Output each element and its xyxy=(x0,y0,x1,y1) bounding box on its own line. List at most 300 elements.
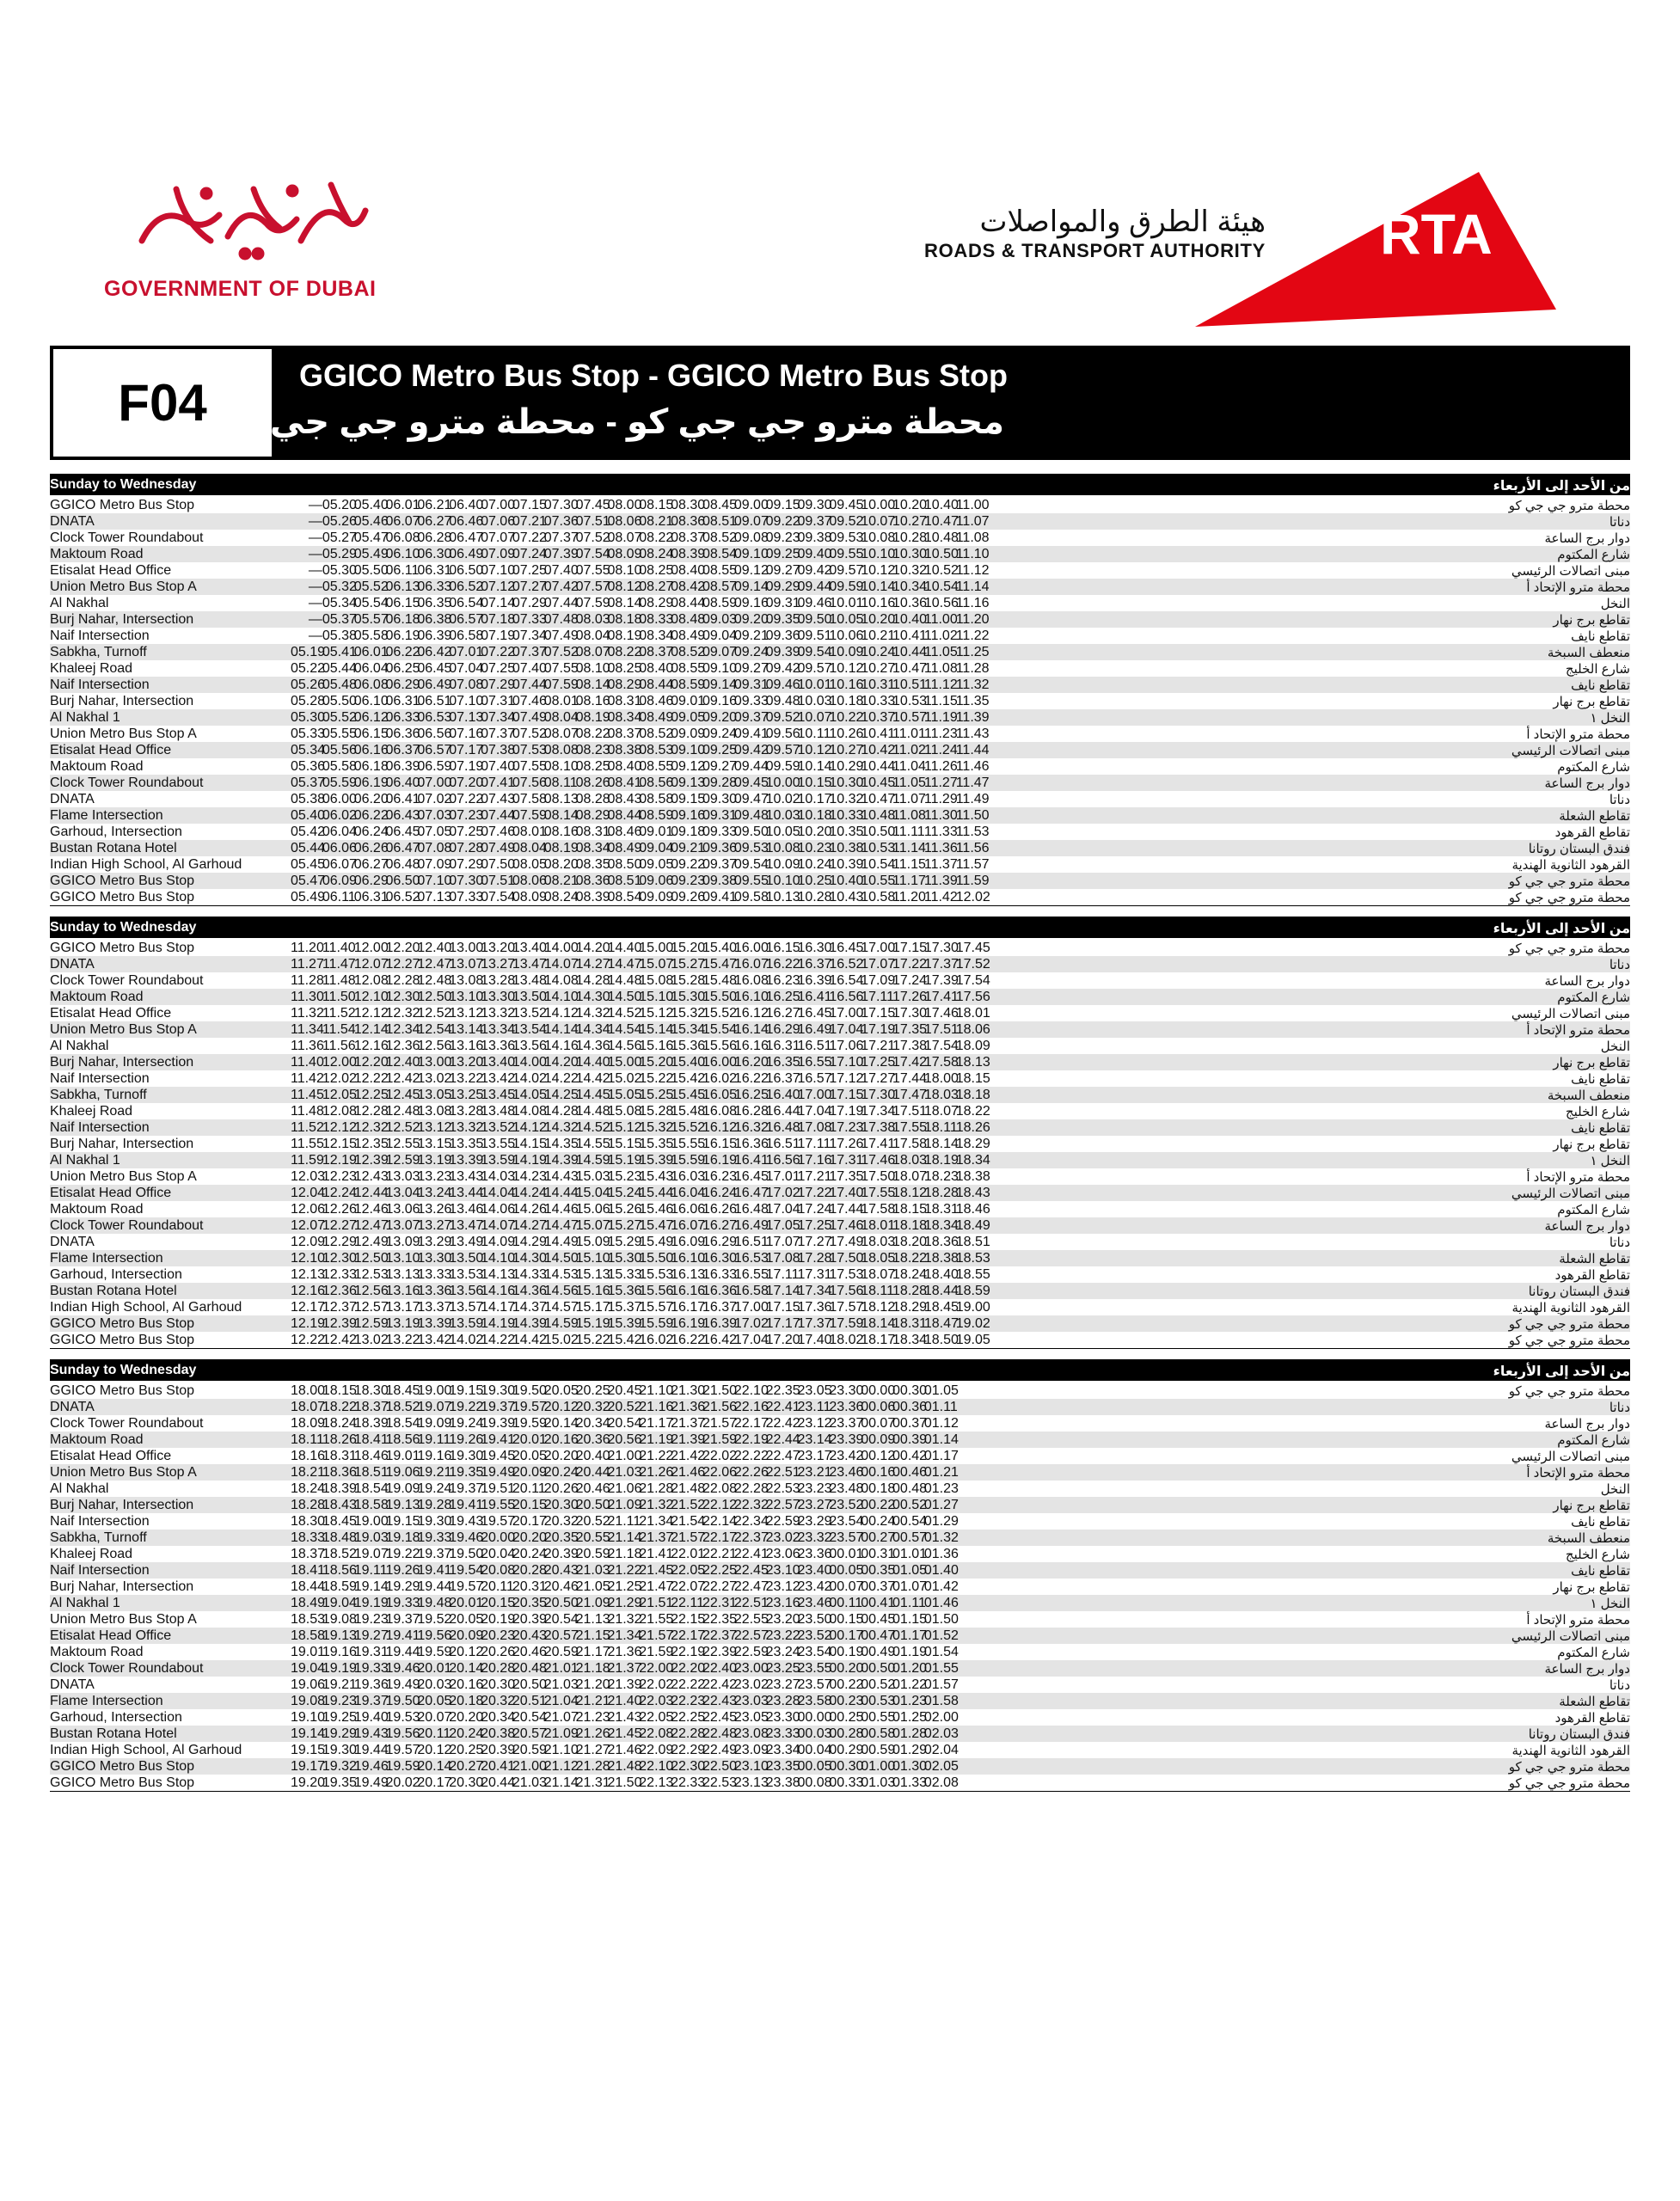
departure-time: 17.10 xyxy=(829,1055,864,1070)
departure-time: 15.46 xyxy=(639,1202,674,1217)
departure-time: 21.50 xyxy=(607,1775,642,1790)
departure-time: 12.16 xyxy=(291,1284,326,1298)
departure-time: 01.50 xyxy=(923,1612,959,1627)
stop-name-english: Naif Intersection xyxy=(50,1514,150,1529)
departure-times xyxy=(291,1498,959,1513)
departure-time: 17.46 xyxy=(861,1153,896,1168)
departure-time: 15.59 xyxy=(639,1316,674,1331)
departure-time: 06.45 xyxy=(385,825,420,839)
table-row xyxy=(50,562,1630,579)
departure-time: 15.59 xyxy=(671,1153,706,1168)
departure-time: 12.59 xyxy=(353,1316,389,1331)
departure-time: 13.00 xyxy=(417,1055,452,1070)
departure-time: 22.21 xyxy=(702,1547,738,1561)
departure-time: 19.07 xyxy=(417,1400,452,1414)
departure-times xyxy=(291,890,988,905)
departure-time: 15.22 xyxy=(639,1071,674,1086)
table-row xyxy=(50,1266,1630,1283)
departure-time: 12.24 xyxy=(322,1186,357,1200)
departure-time: 18.28 xyxy=(923,1186,959,1200)
departure-time: 14.24 xyxy=(512,1186,547,1200)
departure-time: 22.15 xyxy=(671,1612,706,1627)
departure-time: 23.42 xyxy=(797,1579,832,1594)
departure-time: 20.08 xyxy=(481,1563,516,1578)
departure-time: 08.20 xyxy=(543,857,579,872)
departure-time: 12.52 xyxy=(417,1006,452,1021)
departure-time: 15.56 xyxy=(702,1039,738,1053)
departure-time: 06.40 xyxy=(449,498,484,512)
departure-time: 22.07 xyxy=(671,1579,706,1594)
stop-name-arabic: شارع الخليج xyxy=(1565,1105,1630,1119)
departure-time: 14.50 xyxy=(543,1251,579,1266)
departure-time: 16.54 xyxy=(829,973,864,988)
departure-time: 10.09 xyxy=(765,857,800,872)
departure-time: 00.25 xyxy=(829,1710,864,1725)
departure-time: 21.07 xyxy=(543,1710,579,1725)
departure-time: 05.40 xyxy=(291,808,326,823)
stop-name-english: Clock Tower Roundabout xyxy=(50,776,204,790)
departure-time: 06.04 xyxy=(353,661,389,676)
departure-time: 16.37 xyxy=(797,957,832,972)
stop-name-english: Maktoum Road xyxy=(50,1202,144,1217)
table-row xyxy=(50,644,1630,660)
departure-time: 18.09 xyxy=(291,1416,326,1431)
departure-time: 10.28 xyxy=(797,890,832,904)
departure-times xyxy=(291,1039,988,1054)
stop-name-english: DNATA xyxy=(50,1235,95,1249)
departure-time: 10.10 xyxy=(861,547,896,561)
table-row xyxy=(50,595,1630,611)
departure-time: 10.12 xyxy=(829,661,864,676)
departure-time: 21.09 xyxy=(607,1498,642,1512)
departure-time: 18.41 xyxy=(291,1563,326,1578)
departure-time: 16.12 xyxy=(733,1006,769,1021)
departure-time: 10.28 xyxy=(892,530,928,545)
stop-name-arabic: دوار برج الساعة xyxy=(1544,1662,1630,1677)
stop-name-english: DNATA xyxy=(50,957,95,972)
stop-name-arabic: محطة مترو جي جي كو xyxy=(1508,1776,1630,1791)
table-row xyxy=(50,1332,1630,1348)
departure-time: 17.15 xyxy=(765,1300,800,1315)
departure-time: 11.29 xyxy=(923,792,958,806)
departure-time: 22.22 xyxy=(733,1449,769,1463)
departure-time: 07.29 xyxy=(512,596,547,610)
departure-time: 14.25 xyxy=(543,1088,579,1102)
departure-time: 07.20 xyxy=(449,776,484,790)
departure-time: 08.01 xyxy=(543,694,579,708)
departure-time: 10.22 xyxy=(829,710,864,725)
departure-time: 23.42 xyxy=(829,1449,864,1463)
departure-time: 20.44 xyxy=(575,1465,610,1480)
departure-time: 23.36 xyxy=(829,1400,864,1414)
departure-time: 13.29 xyxy=(417,1235,452,1249)
departure-time: 14.07 xyxy=(543,957,579,972)
departure-time: 22.10 xyxy=(733,1383,769,1398)
stop-name-arabic: مبنى اتصالات الرئيسي xyxy=(1511,1007,1630,1021)
departure-time: 08.10 xyxy=(607,563,642,578)
departure-time: 08.54 xyxy=(702,547,738,561)
table-row xyxy=(50,1628,1630,1644)
table-row xyxy=(50,873,1630,889)
departure-time: 20.04 xyxy=(481,1547,516,1561)
departure-times xyxy=(291,547,988,562)
departure-time: 16.06 xyxy=(671,1202,706,1217)
departure-time: 22.23 xyxy=(671,1694,706,1708)
departure-time: 13.02 xyxy=(353,1333,389,1347)
stop-name-arabic: تقاطع برج نهار xyxy=(1553,1580,1630,1595)
departure-time: 07.17 xyxy=(449,743,484,757)
departure-time: 07.25 xyxy=(481,661,516,676)
stop-name-arabic: منعطف السبخة xyxy=(1547,1531,1630,1546)
departure-time: 18.31 xyxy=(923,1202,959,1217)
table-row xyxy=(50,956,1630,972)
departure-time: 08.49 xyxy=(607,841,642,855)
departure-time: 20.11 xyxy=(512,1481,546,1496)
stop-name-arabic: محطة مترو جي جي كو xyxy=(1508,499,1630,513)
departure-time: 06.02 xyxy=(322,808,357,823)
departure-time: 21.23 xyxy=(575,1710,610,1725)
departure-time: 02.08 xyxy=(923,1775,959,1790)
departure-times xyxy=(291,1235,988,1250)
departure-time: 08.25 xyxy=(639,563,674,578)
departure-time: 18.07 xyxy=(291,1400,326,1414)
section-days-english: Sunday to Wednesday xyxy=(50,477,197,492)
departure-time: 08.04 xyxy=(575,628,610,643)
stop-name-arabic: فندق البستان روتانا xyxy=(1528,1284,1630,1299)
departure-time: 09.50 xyxy=(733,825,769,839)
departure-time: 19.56 xyxy=(417,1628,452,1643)
departure-time: 22.49 xyxy=(702,1743,738,1757)
departure-time: 10.26 xyxy=(829,727,864,741)
departure-time: 16.02 xyxy=(639,1333,674,1347)
departure-time: 06.54 xyxy=(449,596,484,610)
departure-time: 19.52 xyxy=(417,1612,452,1627)
stop-name-english: DNATA xyxy=(50,514,95,529)
departure-time: 12.27 xyxy=(385,957,420,972)
departure-time: 16.03 xyxy=(671,1169,706,1184)
departure-time: 15.10 xyxy=(639,990,674,1004)
departure-time: 12.27 xyxy=(322,1218,357,1233)
departure-time: 01.11 xyxy=(923,1400,958,1414)
departure-time: 11.22 xyxy=(955,628,990,643)
stop-name-arabic: تقاطع برج نهار xyxy=(1553,1137,1630,1152)
departure-time: 00.16 xyxy=(861,1465,896,1480)
departure-time: 13.15 xyxy=(417,1137,452,1151)
departure-time: 17.45 xyxy=(955,941,990,955)
departure-time: 00.20 xyxy=(829,1661,864,1676)
departure-time: 22.03 xyxy=(639,1694,674,1708)
departure-time: 21.09 xyxy=(543,1726,579,1741)
departure-time: 11.16 xyxy=(955,596,990,610)
departure-time: 18.52 xyxy=(385,1400,420,1414)
departure-time: 08.01 xyxy=(512,825,547,839)
departure-time: 17.19 xyxy=(861,1022,896,1037)
departure-time: 00.07 xyxy=(861,1416,896,1431)
departure-time: 14.04 xyxy=(481,1186,516,1200)
stop-name-english: Burj Nahar, Intersection xyxy=(50,1055,194,1070)
departure-time: 21.46 xyxy=(671,1465,706,1480)
departure-times xyxy=(291,514,988,530)
departure-time: 22.17 xyxy=(733,1416,769,1431)
departure-time: 20.24 xyxy=(449,1726,484,1741)
departure-time: 14.28 xyxy=(575,973,610,988)
departure-time: 09.51 xyxy=(797,628,832,643)
departure-time: 07.34 xyxy=(481,710,516,725)
departure-time: 00.05 xyxy=(829,1563,864,1578)
stop-name-english: Khaleej Road xyxy=(50,1104,133,1119)
departure-time: 05.37 xyxy=(291,776,326,790)
departure-time: 00.23 xyxy=(829,1694,864,1708)
departure-time: 17.20 xyxy=(765,1333,800,1347)
departure-time: 14.02 xyxy=(512,1071,547,1086)
departure-time: 12.42 xyxy=(385,1071,420,1086)
departure-times xyxy=(291,563,988,579)
departure-time: 23.52 xyxy=(797,1628,832,1643)
departure-time: 18.34 xyxy=(955,1153,990,1168)
departure-time: 19.19 xyxy=(322,1661,357,1676)
departure-time: 21.17 xyxy=(575,1645,610,1659)
departure-time: 11.28 xyxy=(955,661,990,676)
departure-time: 18.03 xyxy=(923,1088,959,1102)
departure-time: 01.05 xyxy=(923,1383,959,1398)
departure-time: 09.22 xyxy=(671,857,706,872)
table-row xyxy=(50,1709,1630,1726)
departure-time: 01.46 xyxy=(923,1596,959,1610)
departure-time: 10.09 xyxy=(829,645,864,659)
departure-time: 18.24 xyxy=(291,1481,326,1496)
departure-time: 11.23 xyxy=(923,727,958,741)
departure-time: — xyxy=(308,596,322,610)
departure-time: 20.19 xyxy=(481,1612,516,1627)
departure-time: 13.20 xyxy=(449,1055,484,1070)
departure-time: 11.56 xyxy=(322,1039,356,1053)
departure-time: 15.50 xyxy=(702,990,738,1004)
departure-time: 09.27 xyxy=(702,759,738,774)
departure-time: 19.33 xyxy=(353,1661,389,1676)
stop-name-arabic: منعطف السبخة xyxy=(1547,646,1630,660)
departure-time: 07.59 xyxy=(512,808,547,823)
departure-time: 20.35 xyxy=(543,1530,579,1545)
stop-name-english: Maktoum Road xyxy=(50,990,144,1004)
departure-time: 17.08 xyxy=(797,1120,832,1135)
table-row xyxy=(50,1250,1630,1266)
departure-time: 09.41 xyxy=(733,727,769,741)
stop-name-english: DNATA xyxy=(50,1677,95,1692)
departure-time: 09.54 xyxy=(733,857,769,872)
departure-time: 09.09 xyxy=(639,890,674,904)
departure-time: 01.15 xyxy=(892,1612,928,1627)
departure-time: 16.45 xyxy=(797,1006,832,1021)
departure-time: 15.09 xyxy=(575,1235,610,1249)
departure-time: 10.18 xyxy=(797,808,832,823)
departure-time: 19.57 xyxy=(512,1400,547,1414)
table-row xyxy=(50,742,1630,758)
stop-name-arabic: تقاطع نايف xyxy=(1571,678,1630,693)
departure-time: 15.40 xyxy=(671,1055,706,1070)
departure-time: 06.48 xyxy=(385,857,420,872)
stop-name-english: Union Metro Bus Stop A xyxy=(50,1612,197,1627)
departure-time: 17.41 xyxy=(861,1137,896,1151)
departure-time: 10.16 xyxy=(861,596,896,610)
departure-time: 09.06 xyxy=(639,874,674,888)
departure-time: 08.31 xyxy=(607,694,642,708)
departure-time: 08.36 xyxy=(575,874,610,888)
departure-time: 19.19 xyxy=(353,1596,389,1610)
departure-time: 15.30 xyxy=(671,990,706,1004)
departure-time: 18.49 xyxy=(291,1596,326,1610)
departure-time: 17.58 xyxy=(923,1055,959,1070)
stop-name-arabic: محطة مترو جي جي كو xyxy=(1508,1317,1630,1332)
departure-time: 16.15 xyxy=(702,1137,738,1151)
departure-time: 08.26 xyxy=(575,776,610,790)
departure-time: 16.36 xyxy=(733,1137,769,1151)
stop-name-arabic: محطة مترو الإتحاد أ xyxy=(1526,1170,1630,1185)
departure-time: 10.33 xyxy=(861,694,896,708)
departure-time: 15.36 xyxy=(607,1284,642,1298)
departure-time: 20.46 xyxy=(575,1481,610,1496)
departure-time: 19.30 xyxy=(481,1383,516,1398)
departure-time: 07.59 xyxy=(543,677,579,692)
departure-time: 01.28 xyxy=(892,1726,928,1741)
stop-name-arabic: مبنى اتصالات الرئيسي xyxy=(1511,1450,1630,1464)
departure-time: 06.26 xyxy=(353,841,389,855)
departure-time: 05.59 xyxy=(322,776,357,790)
departure-time: 11.56 xyxy=(955,841,990,855)
departure-time: 12.02 xyxy=(322,1071,357,1086)
departure-times xyxy=(291,973,988,989)
stop-name-arabic: دناتا xyxy=(1609,793,1630,807)
departure-time: 16.13 xyxy=(671,1267,706,1282)
departure-time: 07.28 xyxy=(449,841,484,855)
stop-name-arabic: دناتا xyxy=(1609,1678,1630,1693)
departure-time: 18.41 xyxy=(353,1432,389,1447)
departure-time: 06.07 xyxy=(385,514,420,529)
departure-time: 14.15 xyxy=(512,1137,547,1151)
departure-time: 23.55 xyxy=(797,1661,832,1676)
departure-time: 09.10 xyxy=(671,743,706,757)
departure-time: 00.09 xyxy=(861,1432,896,1447)
departure-time: 14.39 xyxy=(543,1153,579,1168)
departure-time: 14.26 xyxy=(512,1202,547,1217)
departure-time: 12.07 xyxy=(353,957,389,972)
departure-time: 21.51 xyxy=(639,1596,674,1610)
stop-name-english: Clock Tower Roundabout xyxy=(50,973,204,988)
departure-time: 09.44 xyxy=(797,579,832,594)
departure-time: 18.15 xyxy=(322,1383,357,1398)
table-row xyxy=(50,530,1630,546)
departure-time: 14.16 xyxy=(481,1284,516,1298)
departure-time: 20.02 xyxy=(385,1775,420,1790)
departure-time: 07.22 xyxy=(512,530,547,545)
stop-name-english: Etisalat Head Office xyxy=(50,1628,172,1643)
departure-time: 05.57 xyxy=(353,612,389,627)
departure-time: 20.59 xyxy=(575,1547,610,1561)
departure-time: 14.52 xyxy=(607,1006,642,1021)
departure-time: 13.25 xyxy=(449,1088,484,1102)
departure-time: 23.00 xyxy=(733,1661,769,1676)
departure-time: 15.29 xyxy=(607,1235,642,1249)
departure-time: 17.30 xyxy=(892,1006,928,1021)
departure-time: 17.00 xyxy=(797,1088,832,1102)
departure-time: 07.29 xyxy=(449,857,484,872)
departure-time: 20.51 xyxy=(512,1694,547,1708)
departure-time: 11.52 xyxy=(322,1006,356,1021)
table-row xyxy=(50,1119,1630,1136)
departure-time: 17.34 xyxy=(861,1104,896,1119)
stop-name-english: Bustan Rotana Hotel xyxy=(50,1726,177,1741)
departure-time: 20.54 xyxy=(607,1416,642,1431)
departure-time: 11.27 xyxy=(291,957,324,972)
departure-time: 13.59 xyxy=(449,1316,484,1331)
departure-time: 21.37 xyxy=(671,1416,706,1431)
departure-time: 09.25 xyxy=(765,547,800,561)
departure-time: 01.55 xyxy=(923,1661,959,1676)
departure-time: 18.45 xyxy=(923,1300,959,1315)
departure-time: 10.37 xyxy=(861,710,896,725)
departure-time: 15.48 xyxy=(671,1104,706,1119)
departure-time: 23.54 xyxy=(797,1645,832,1659)
departure-time: 06.38 xyxy=(417,612,452,627)
departure-time: 11.04 xyxy=(892,759,926,774)
departure-time: 06.10 xyxy=(353,694,389,708)
departure-time: 20.15 xyxy=(512,1498,547,1512)
departure-time: 14.12 xyxy=(543,1006,579,1021)
departure-time: 07.08 xyxy=(417,841,452,855)
stop-name-arabic: محطة مترو جي جي كو xyxy=(1508,1384,1630,1399)
departure-times xyxy=(291,1759,959,1775)
departure-time: 00.17 xyxy=(829,1628,864,1643)
departure-time: 21.00 xyxy=(512,1759,547,1774)
departure-time: 22.05 xyxy=(671,1563,706,1578)
stop-name-english: Al Nakhal xyxy=(50,1481,109,1496)
departure-time: 14.56 xyxy=(607,1039,642,1053)
departure-time: 07.40 xyxy=(481,759,516,774)
departure-time: 17.26 xyxy=(892,990,928,1004)
departure-time: 23.22 xyxy=(765,1628,800,1643)
departure-time: 19.36 xyxy=(353,1677,389,1692)
departure-time: 10.13 xyxy=(765,890,800,904)
departure-time: 10.08 xyxy=(765,841,800,855)
departure-time: 05.46 xyxy=(353,514,389,529)
departure-time: 00.22 xyxy=(861,1498,896,1512)
departure-time: 16.58 xyxy=(733,1284,769,1298)
departure-time: 18.52 xyxy=(322,1547,357,1561)
departure-time: 08.55 xyxy=(639,759,674,774)
departure-time: 09.15 xyxy=(765,498,800,512)
departure-time: 16.49 xyxy=(733,1218,769,1233)
departure-time: 20.20 xyxy=(449,1710,484,1725)
departure-times xyxy=(291,990,988,1005)
departure-time: 06.20 xyxy=(353,792,389,806)
departure-time: 07.00 xyxy=(481,498,516,512)
stop-name-english: Clock Tower Roundabout xyxy=(50,1661,204,1676)
departure-time: 17.07 xyxy=(861,957,896,972)
departure-time: 06.11 xyxy=(322,890,356,904)
departure-time: 07.29 xyxy=(481,677,516,692)
departure-time: 21.41 xyxy=(639,1547,674,1561)
departure-times xyxy=(291,645,988,660)
departure-time: 13.26 xyxy=(417,1202,452,1217)
departure-time: 01.23 xyxy=(892,1694,928,1708)
departure-time: 21.13 xyxy=(575,1612,610,1627)
departure-time: 07.46 xyxy=(481,825,516,839)
departure-time: 12.37 xyxy=(322,1300,357,1315)
departure-time: 08.51 xyxy=(607,874,642,888)
departure-time: 09.45 xyxy=(733,776,769,790)
departure-time: 12.32 xyxy=(385,1006,420,1021)
departure-time: 15.52 xyxy=(702,1006,738,1021)
departure-time: 23.30 xyxy=(765,1710,800,1725)
